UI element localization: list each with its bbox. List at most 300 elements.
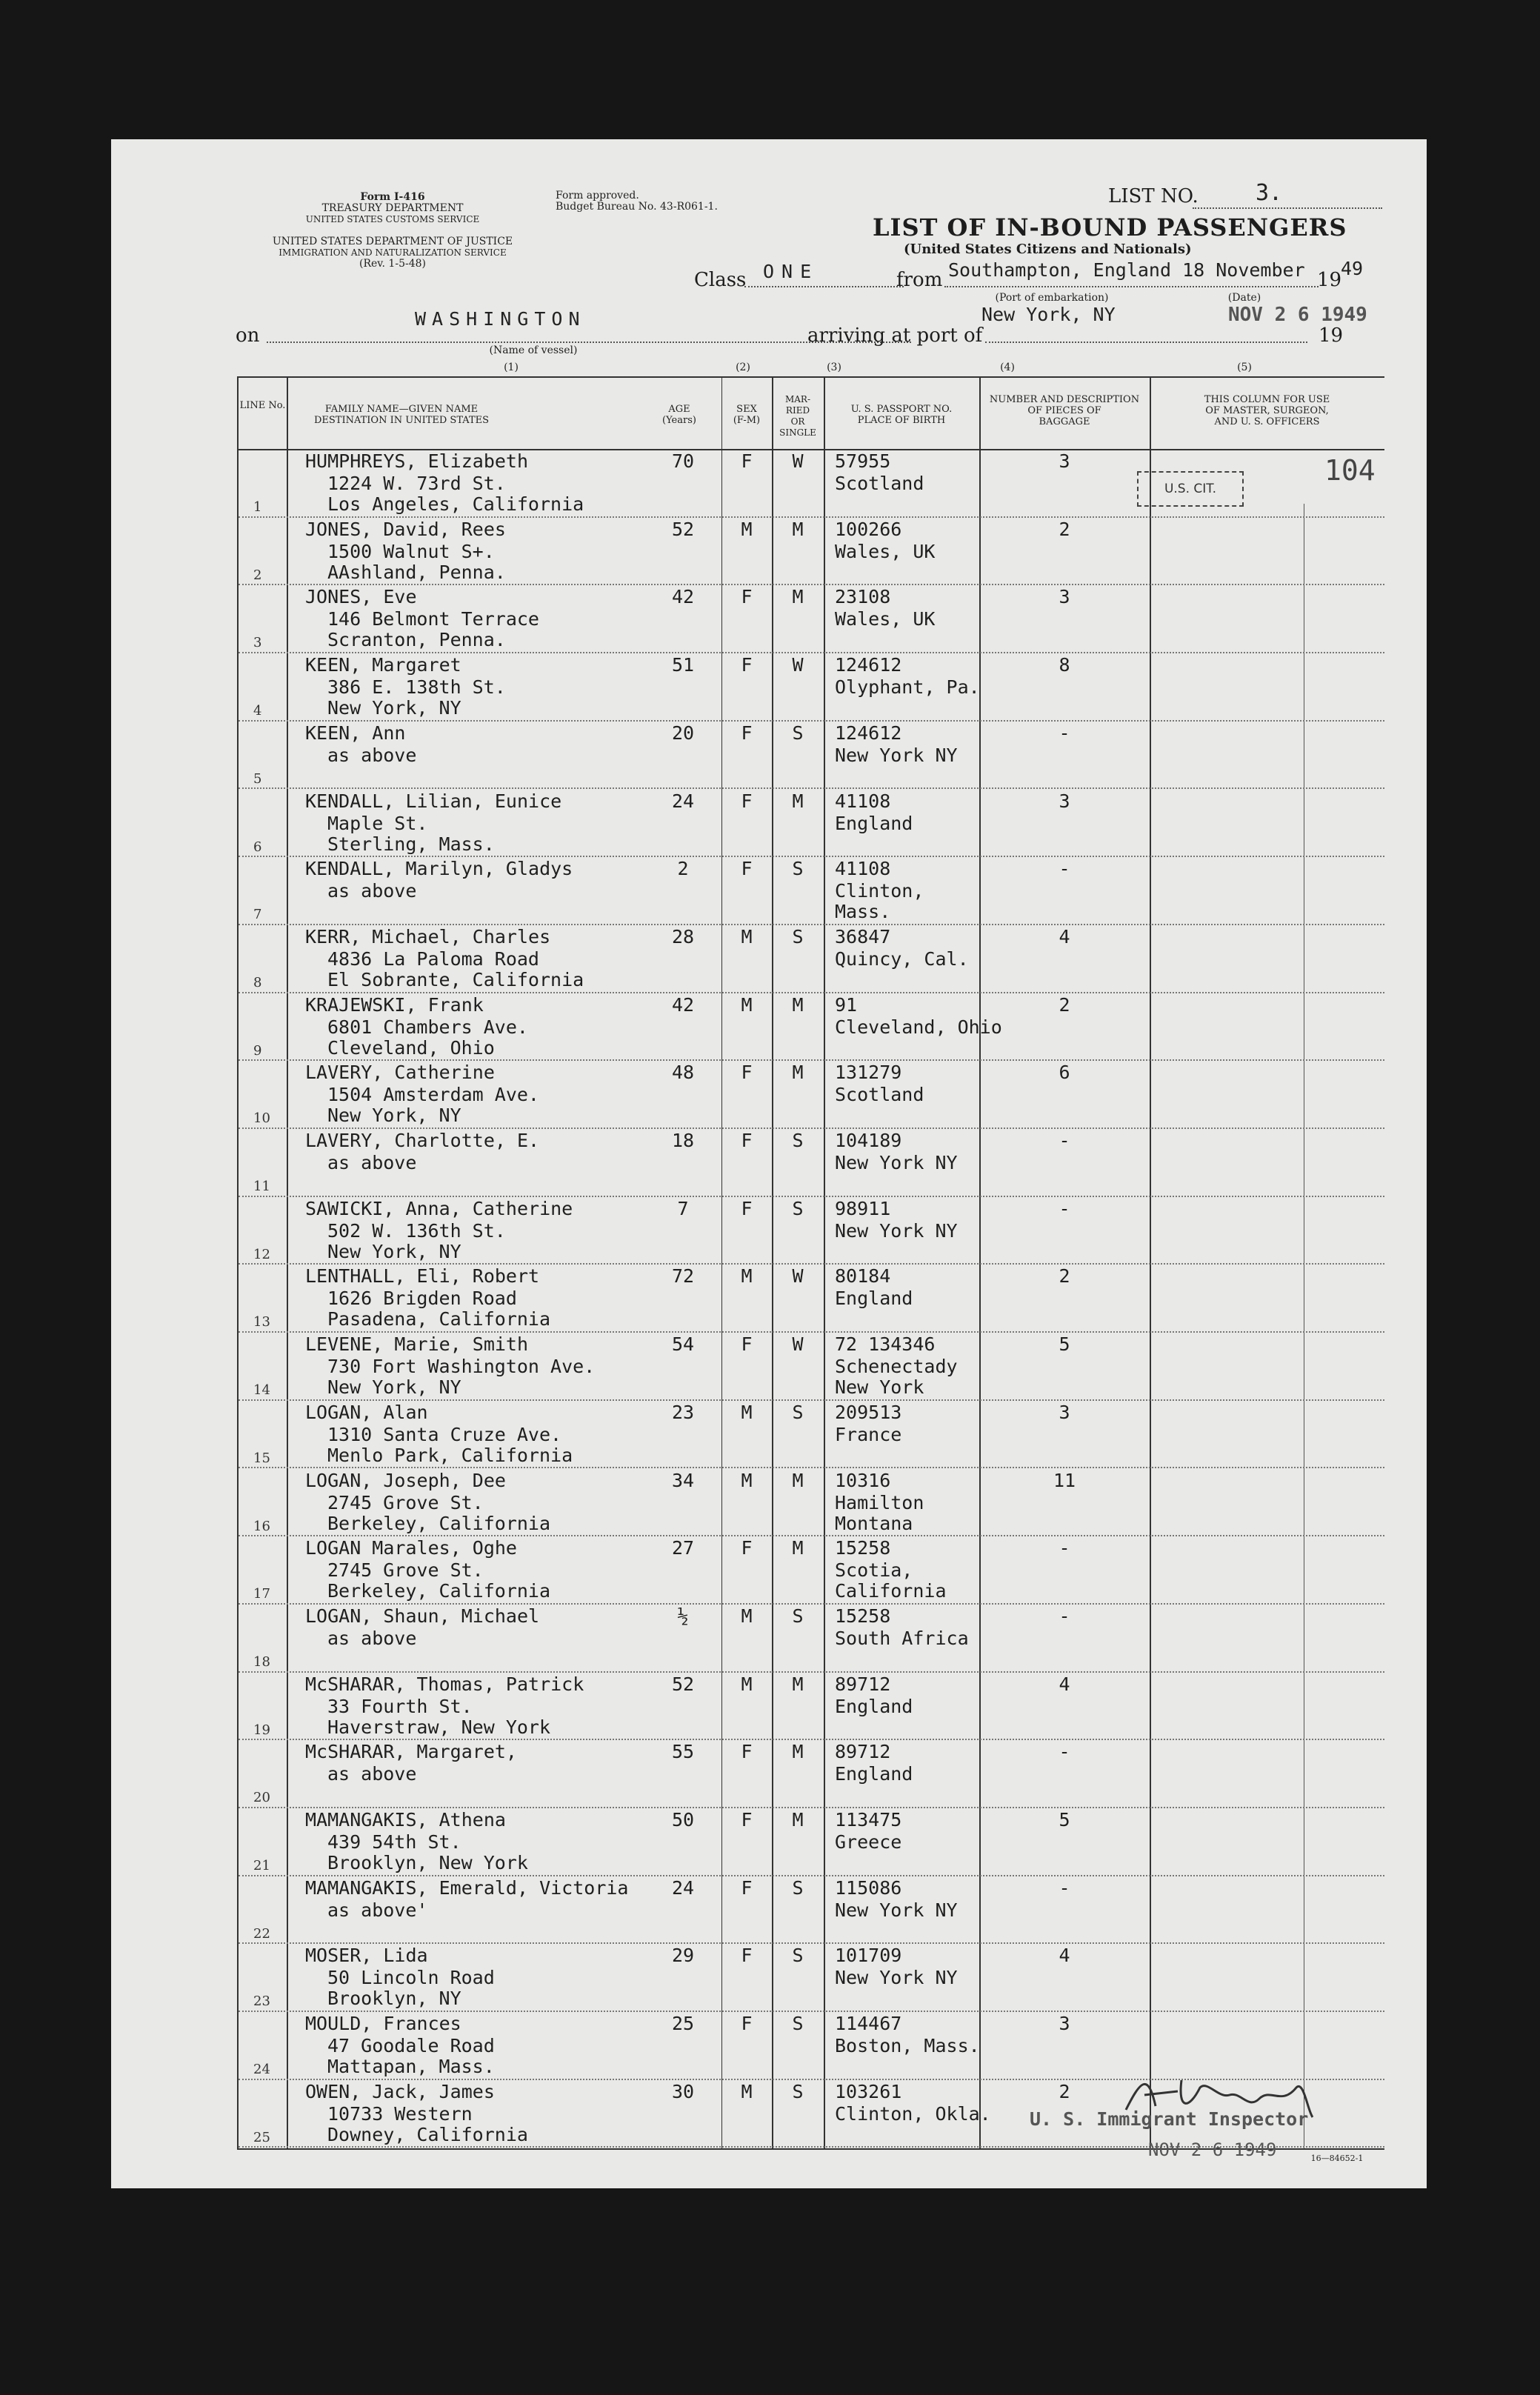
passenger-name: SAWICKI, Anna, Catherine (305, 1197, 573, 1219)
passenger-marital: S (792, 925, 804, 947)
class-value: ONE (763, 261, 819, 282)
passenger-age: 25 (671, 2013, 695, 2035)
passenger-age: 54 (671, 1333, 695, 1356)
baggage-count: - (1059, 722, 1070, 744)
passenger-address-1: Maple St. (327, 812, 428, 834)
col-header-sex: SEX (F-M) (733, 404, 761, 426)
passenger-sex: F (741, 1741, 753, 1763)
passenger-sex: M (741, 518, 753, 540)
passport-no: 100266 (835, 518, 902, 540)
col-header-baggage: NUMBER AND DESCRIPTION OF PIECES OF BAGGAGE (989, 394, 1140, 427)
passenger-address-2: Downey, California (327, 2123, 528, 2145)
baggage-count: 2 (1059, 1265, 1070, 1288)
line-number: 24 (253, 2062, 270, 2078)
passenger-sex: M (741, 1469, 753, 1491)
passenger-address-1: 1504 Amsterdam Ave. (327, 1084, 539, 1106)
passenger-name: MOULD, Frances (305, 2013, 461, 2035)
baggage-count: 3 (1059, 450, 1070, 472)
passport-no: 131279 (835, 1062, 902, 1084)
date-label: (Date) (1227, 292, 1261, 304)
passenger-age: 51 (671, 654, 695, 676)
place-of-birth: Scotland (835, 473, 924, 494)
place-of-birth: Scotia, (835, 1559, 913, 1582)
place-of-birth: Wales, UK (835, 540, 936, 562)
table-row (239, 789, 1384, 857)
line-number: 3 (253, 635, 262, 651)
line-number: 16 (253, 1518, 270, 1534)
line-number: 19 (253, 1722, 270, 1738)
passenger-address-1: as above (327, 744, 417, 766)
passenger-address-1: as above (327, 1763, 417, 1785)
passenger-name: LOGAN, Joseph, Dee (305, 1469, 506, 1491)
passenger-sex: F (741, 1130, 753, 1151)
passenger-marital: M (792, 1537, 804, 1559)
place-of-birth: Boston, Mass. (835, 2035, 980, 2057)
from-label: from (896, 269, 943, 291)
passenger-sex: M (741, 925, 753, 947)
passenger-sex: M (741, 2080, 753, 2102)
place-of-birth-2: California (835, 1580, 947, 1602)
passenger-age: 34 (671, 1469, 695, 1491)
place-of-birth: England (835, 812, 913, 834)
place-of-birth: New York NY (835, 1152, 958, 1173)
passenger-sex: M (741, 1265, 753, 1288)
passenger-address-1: 1626 Brigden Road (327, 1288, 517, 1310)
table-row (239, 1536, 1384, 1604)
passenger-name: LOGAN, Shaun, Michael (305, 1605, 540, 1627)
passenger-name: LOGAN Marales, Oghe (305, 1537, 517, 1559)
on-label: on (236, 324, 260, 347)
line-number: 23 (253, 1993, 270, 2010)
line-number: 4 (253, 703, 262, 719)
place-of-birth: Quincy, Cal. (835, 947, 969, 970)
passenger-address-2: Menlo Park, California (327, 1444, 573, 1466)
passport-no: 209513 (835, 1401, 902, 1423)
passenger-age: 48 (671, 1062, 695, 1084)
baggage-count: 3 (1059, 790, 1070, 812)
place-of-birth: Hamilton (835, 1491, 924, 1513)
list-no-underline (1193, 207, 1382, 209)
passenger-sex: F (741, 1809, 753, 1831)
passport-no: 15258 (835, 1537, 891, 1559)
place-of-birth: Olyphant, Pa. (835, 676, 980, 699)
passenger-name: KEEN, Ann (305, 722, 406, 744)
justice-line3: (Rev. 1-5-48) (359, 258, 426, 270)
passenger-sex: M (741, 1605, 753, 1627)
passenger-marital: S (792, 858, 804, 880)
passenger-age: 52 (671, 518, 695, 540)
passport-no: 98911 (835, 1197, 891, 1219)
col-header-line-no: LINE No. (239, 400, 286, 411)
baggage-count: 3 (1059, 1401, 1070, 1423)
baggage-count: 4 (1059, 925, 1070, 947)
baggage-count: - (1059, 1605, 1070, 1627)
passenger-name: JONES, Eve (305, 586, 417, 608)
col-num-3: (3) (827, 362, 841, 373)
table-row (239, 721, 1384, 789)
passport-no: 10316 (835, 1469, 891, 1491)
place-of-birth: New York NY (835, 1967, 958, 1989)
passenger-age: 2 (677, 858, 689, 880)
class-underline (744, 286, 904, 287)
passenger-marital: M (792, 1809, 804, 1831)
line-number: 8 (253, 974, 262, 990)
passenger-address-1: 6801 Chambers Ave. (327, 1016, 528, 1038)
page-subtitle: (United States Citizens and Nationals) (904, 242, 1192, 257)
baggage-count: 2 (1059, 993, 1070, 1016)
passenger-address-2: Pasadena, California (327, 1308, 551, 1330)
table-row (239, 1739, 1384, 1808)
passenger-address-1: 1500 Walnut S+. (327, 540, 495, 562)
passenger-table (237, 376, 1384, 2150)
passenger-marital: S (792, 1197, 804, 1219)
baggage-count: 8 (1059, 654, 1070, 676)
table-row (239, 1808, 1384, 1876)
passenger-marital: W (792, 1333, 804, 1356)
passenger-address-2: El Sobrante, California (327, 968, 584, 990)
vessel-name: WASHINGTON (415, 308, 586, 330)
passenger-marital: S (792, 1605, 804, 1627)
passenger-marital: S (792, 1945, 804, 1967)
passenger-address-2: Brooklyn, NY (327, 1988, 461, 2010)
table-row (239, 1672, 1384, 1740)
col-num-5: (5) (1237, 362, 1252, 373)
passport-no: 89712 (835, 1673, 891, 1695)
table-row (239, 1128, 1384, 1196)
passenger-sex: M (741, 993, 753, 1016)
passenger-age: 24 (671, 1876, 695, 1899)
line-number: 14 (253, 1382, 270, 1399)
year-prefix-2: 19 (1319, 324, 1344, 347)
passenger-age: 23 (671, 1401, 695, 1423)
passenger-address-2: Scranton, Penna. (327, 629, 506, 651)
line-number: 13 (253, 1314, 270, 1330)
arrival-date-stamp: NOV 2 6 1949 (1228, 304, 1367, 326)
passenger-name: MAMANGAKIS, Athena (305, 1809, 506, 1831)
justice-line2: IMMIGRATION AND NATURALIZATION SERVICE (279, 247, 507, 258)
line-number: 1 (253, 499, 262, 515)
print-code: 16—84652-1 (1310, 2153, 1364, 2163)
passenger-address-2: Cleveland, Ohio (327, 1036, 495, 1059)
place-of-birth: Cleveland, Ohio (835, 1016, 1002, 1038)
passport-no: 57955 (835, 450, 891, 472)
passenger-address-1: 730 Fort Washington Ave. (327, 1356, 596, 1378)
passenger-address-2: Mattapan, Mass. (327, 2056, 495, 2078)
passenger-address-2: New York, NY (327, 1240, 461, 1262)
passenger-address-2: New York, NY (327, 697, 461, 719)
table-row (239, 1196, 1384, 1265)
line-number: 20 (253, 1790, 270, 1806)
passenger-marital: S (792, 722, 804, 744)
passenger-age: 20 (671, 722, 695, 744)
passenger-address-2: Berkeley, California (327, 1580, 551, 1602)
passenger-address-1: 2745 Grove St. (327, 1491, 484, 1513)
list-no-value: 3. (1256, 180, 1283, 206)
place-of-birth-2: Montana (835, 1512, 913, 1534)
place-of-birth: Clinton, (835, 880, 924, 902)
passenger-address-1: 4836 La Paloma Road (327, 947, 539, 970)
port-embark-label: (Port of embarkation) (995, 292, 1109, 304)
baggage-count: - (1059, 1876, 1070, 1899)
place-of-birth: Wales, UK (835, 608, 936, 630)
passenger-address-1: 502 W. 136th St. (327, 1219, 506, 1242)
form-number: Form I-416 (360, 191, 425, 203)
passenger-sex: F (741, 654, 753, 676)
passport-no: 15258 (835, 1605, 891, 1627)
table-row (239, 1604, 1384, 1672)
arriving-label: arriving at port of (807, 324, 983, 347)
passenger-age: 27 (671, 1537, 695, 1559)
passenger-sex: F (741, 586, 753, 608)
dept-line2: UNITED STATES CUSTOMS SERVICE (305, 214, 480, 224)
passenger-address-1: 50 Lincoln Road (327, 1967, 495, 1989)
passenger-marital: M (792, 518, 804, 540)
baggage-count: 2 (1059, 2080, 1070, 2102)
col-num-2: (2) (736, 362, 750, 373)
passenger-age: ½ (677, 1605, 689, 1627)
passenger-address-2: Berkeley, California (327, 1512, 551, 1534)
passenger-marital: S (792, 1130, 804, 1151)
passenger-age: 42 (671, 993, 695, 1016)
page-number: 104 (1324, 454, 1376, 487)
passenger-age: 55 (671, 1741, 695, 1763)
passport-no: 91 (835, 993, 858, 1016)
baggage-count: 3 (1059, 586, 1070, 608)
place-of-birth-2: New York (835, 1376, 924, 1399)
passenger-age: 42 (671, 586, 695, 608)
passport-no: 72 134346 (835, 1333, 936, 1356)
line-number: 11 (253, 1179, 270, 1194)
passenger-manifest-page (111, 139, 1427, 2188)
from-value: Southampton, England 18 November (948, 259, 1305, 281)
place-of-birth: New York NY (835, 1219, 958, 1242)
passenger-marital: W (792, 450, 804, 472)
line-number: 10 (253, 1110, 270, 1127)
passenger-sex: F (741, 790, 753, 812)
passport-no: 124612 (835, 654, 902, 676)
passenger-marital: M (792, 1741, 804, 1763)
inspector-label: U. S. Immigrant Inspector (1030, 2108, 1309, 2130)
table-row (239, 1264, 1384, 1332)
passenger-sex: F (741, 2013, 753, 2035)
table-row (239, 856, 1384, 925)
passenger-address-1: 146 Belmont Terrace (327, 608, 539, 630)
passport-no: 23108 (835, 586, 891, 608)
arrival-port: New York, NY (981, 304, 1116, 325)
line-number: 22 (253, 1925, 270, 1942)
passenger-name: KERR, Michael, Charles (305, 925, 551, 947)
col-num-4: (4) (1000, 362, 1015, 373)
place-of-birth: Schenectady (835, 1356, 958, 1378)
place-of-birth: South Africa (835, 1627, 969, 1649)
passenger-name: MOSER, Lida (305, 1945, 428, 1967)
passenger-marital: S (792, 2013, 804, 2035)
baggage-count: - (1059, 1130, 1070, 1151)
arrival-underline (985, 342, 1307, 343)
passenger-name: OWEN, Jack, James (305, 2080, 495, 2102)
baggage-count: 5 (1059, 1333, 1070, 1356)
passenger-marital: M (792, 1673, 804, 1695)
list-no-label: LIST NO. (1108, 185, 1199, 207)
page-title: LIST OF IN-BOUND PASSENGERS (873, 213, 1347, 242)
passenger-address-1: 33 Fourth St. (327, 1695, 473, 1717)
passenger-sex: F (741, 1945, 753, 1967)
place-of-birth: England (835, 1695, 913, 1717)
passenger-address-2: Haverstraw, New York (327, 1716, 551, 1738)
passenger-address-2: AAshland, Penna. (327, 561, 506, 583)
passenger-age: 50 (671, 1809, 695, 1831)
passenger-name: HUMPHREYS, Elizabeth (305, 450, 529, 472)
col-header-married: MAR- RIED OR SINGLE (779, 394, 816, 438)
baggage-count: - (1059, 1197, 1070, 1219)
passenger-marital: M (792, 993, 804, 1016)
passenger-name: KRAJEWSKI, Frank (305, 993, 484, 1016)
passport-no: 124612 (835, 722, 902, 744)
passenger-address-1: as above (327, 880, 417, 902)
line-number: 7 (253, 907, 262, 923)
place-of-birth: Scotland (835, 1084, 924, 1106)
passenger-name: LEVENE, Marie, Smith (305, 1333, 529, 1356)
col-num-1: (1) (504, 362, 519, 373)
col-header-age: AGE (Years) (662, 404, 696, 426)
passenger-address-1: as above (327, 1627, 417, 1649)
passenger-name: LENTHALL, Eli, Robert (305, 1265, 540, 1288)
passenger-sex: F (741, 1333, 753, 1356)
passport-no: 80184 (835, 1265, 891, 1288)
table-row (239, 1332, 1384, 1400)
passenger-age: 29 (671, 1945, 695, 1967)
passport-no: 104189 (835, 1130, 902, 1151)
vessel-label: (Name of vessel) (489, 344, 578, 356)
baggage-count: 2 (1059, 518, 1070, 540)
passenger-address-2: Los Angeles, California (327, 493, 584, 515)
col-header-passport: U. S. PASSPORT NO. PLACE OF BIRTH (850, 404, 953, 426)
passenger-marital: S (792, 1401, 804, 1423)
passenger-name: JONES, David, Rees (305, 518, 506, 540)
justice-line1: UNITED STATES DEPARTMENT OF JUSTICE (272, 236, 513, 247)
passenger-age: 70 (671, 450, 695, 472)
table-row (239, 1060, 1384, 1128)
baggage-count: - (1059, 858, 1070, 880)
line-number: 25 (253, 2129, 270, 2145)
passenger-sex: F (741, 1062, 753, 1084)
line-number: 2 (253, 567, 262, 583)
passenger-age: 18 (671, 1130, 695, 1151)
passenger-sex: F (741, 858, 753, 880)
line-number: 6 (253, 839, 262, 855)
passport-no: 41108 (835, 790, 891, 812)
passenger-age: 28 (671, 925, 695, 947)
baggage-count: 4 (1059, 1945, 1070, 1967)
line-number: 5 (253, 770, 262, 787)
passenger-rows (239, 449, 1384, 2148)
passenger-sex: F (741, 722, 753, 744)
passenger-age: 52 (671, 1673, 695, 1695)
baggage-count: 4 (1059, 1673, 1070, 1695)
baggage-count: 5 (1059, 1809, 1070, 1831)
passenger-address-2: New York, NY (327, 1105, 461, 1127)
passenger-marital: S (792, 2080, 804, 2102)
passenger-address-1: 47 Goodale Road (327, 2035, 495, 2057)
place-of-birth: Clinton, Okla. (835, 2102, 991, 2125)
passenger-name: KENDALL, Lilian, Eunice (305, 790, 562, 812)
passenger-address-1: 1224 W. 73rd St. (327, 473, 506, 494)
col-header-name: FAMILY NAME—GIVEN NAME DESTINATION IN UNITED STATES (313, 404, 490, 426)
place-of-birth: New York NY (835, 744, 958, 766)
passenger-address-1: as above' (327, 1899, 428, 1921)
passenger-name: LAVERY, Charlotte, E. (305, 1130, 540, 1151)
passenger-sex: F (741, 1876, 753, 1899)
passenger-marital: S (792, 1876, 804, 1899)
passenger-sex: M (741, 1401, 753, 1423)
passenger-marital: W (792, 1265, 804, 1288)
passenger-name: LOGAN, Alan (305, 1401, 428, 1423)
passenger-address-1: 2745 Grove St. (327, 1559, 484, 1582)
place-of-birth: England (835, 1288, 913, 1310)
passenger-age: 7 (677, 1197, 689, 1219)
passenger-sex: M (741, 1673, 753, 1695)
baggage-count: 11 (1053, 1469, 1076, 1491)
place-of-birth: England (835, 1763, 913, 1785)
passenger-age: 30 (671, 2080, 695, 2102)
passenger-marital: W (792, 654, 804, 676)
table-row (239, 584, 1384, 653)
line-number: 17 (253, 1586, 270, 1602)
passenger-address-1: 1310 Santa Cruze Ave. (327, 1423, 562, 1445)
table-row (239, 1876, 1384, 1944)
passport-no: 101709 (835, 1945, 902, 1967)
passenger-age: 72 (671, 1265, 695, 1288)
table-row (239, 653, 1384, 721)
passenger-sex: F (741, 450, 753, 472)
passport-no: 114467 (835, 2013, 902, 2035)
table-row (239, 993, 1384, 1061)
line-number: 18 (253, 1653, 270, 1670)
class-label: Class (694, 269, 747, 291)
passenger-name: MAMANGAKIS, Emerald, Victoria (305, 1876, 629, 1899)
baggage-count: 6 (1059, 1062, 1070, 1084)
approved-line2: Budget Bureau No. 43-R061-1. (556, 201, 718, 213)
passenger-marital: M (792, 790, 804, 812)
passenger-name: McSHARAR, Thomas, Patrick (305, 1673, 584, 1695)
passenger-name: KENDALL, Marilyn, Gladys (305, 858, 573, 880)
passport-no: 36847 (835, 925, 891, 947)
line-number: 12 (253, 1246, 270, 1262)
line-number: 9 (253, 1042, 262, 1059)
passenger-name: KEEN, Margaret (305, 654, 461, 676)
inspector-stamp-date: NOV 2 6 1949 (1148, 2139, 1277, 2160)
table-row (239, 1400, 1384, 1468)
passenger-address-1: 439 54th St. (327, 1831, 461, 1853)
passenger-sex: F (741, 1537, 753, 1559)
passenger-address-1: 386 E. 138th St. (327, 676, 506, 699)
passenger-address-1: 10733 Western (327, 2102, 473, 2125)
passenger-address-1: as above (327, 1152, 417, 1173)
line-number: 21 (253, 1858, 270, 1873)
passenger-address-2: Sterling, Mass. (327, 833, 495, 855)
passenger-marital: M (792, 586, 804, 608)
passenger-name: McSHARAR, Margaret, (305, 1741, 517, 1763)
passenger-age: 24 (671, 790, 695, 812)
table-row (239, 925, 1384, 993)
passport-no: 41108 (835, 858, 891, 880)
dept-line1: TREASURY DEPARTMENT (321, 202, 464, 214)
citizen-stamp-text: U.S. CIT. (1164, 482, 1217, 496)
place-of-birth-2: Mass. (835, 901, 891, 923)
passenger-sex: F (741, 1197, 753, 1219)
year-prefix: 19 (1317, 269, 1342, 291)
place-of-birth: New York NY (835, 1899, 958, 1921)
